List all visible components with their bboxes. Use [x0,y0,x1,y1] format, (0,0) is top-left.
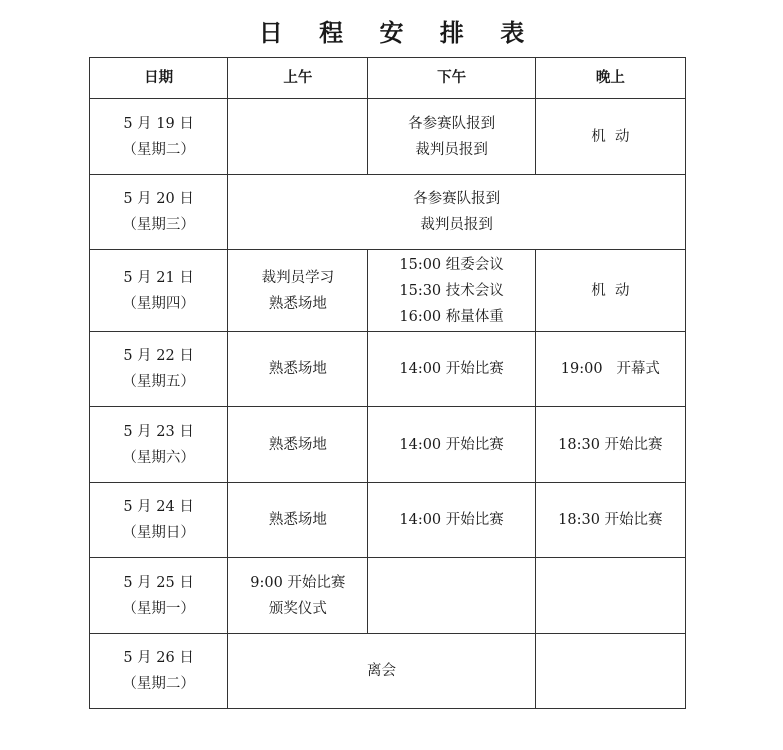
table-row [90,250,686,332]
date-cell [90,483,228,558]
cell-line: 机 动 [591,282,630,299]
morning-cell [228,99,368,175]
date-cell [90,332,228,407]
morning-cell [228,407,368,483]
cell-line: 颁奖仪式 [268,600,327,617]
date-cell [90,634,228,709]
cell-line: 各参赛队报到 [413,191,501,207]
afternoon-cell [368,558,535,634]
morning-cell [228,558,368,634]
table-row [90,634,686,709]
table-row [90,332,686,407]
evening-cell [535,634,685,709]
weekday-text: （星期日） [122,525,195,541]
page-title: 日 程 安 排 表 [258,18,539,47]
date-text: 5 月 20 日 [123,191,194,207]
cell-line: 熟悉场地 [268,512,327,528]
date-text: 5 月 23 日 [123,423,194,440]
cell-line: 熟悉场地 [268,361,327,377]
weekday-text: （星期五） [122,374,195,390]
cell-line: 18:30 开始比赛 [558,512,663,528]
table-row [90,175,686,250]
cell-line: 9:00 开始比赛 [250,574,346,591]
schedule-table [89,57,686,709]
evening-cell [535,250,685,332]
table-row [90,407,686,483]
afternoon-cell [368,99,535,175]
cell-line: 19:00 开幕式 [560,361,660,377]
date-text: 5 月 21 日 [123,269,194,286]
header-morning: 上午 [228,58,368,99]
table-header-row [90,58,686,99]
date-cell [90,175,228,250]
header-afternoon: 下午 [368,58,535,99]
evening-cell [535,558,685,634]
afternoon-cell [368,250,535,332]
date-text: 5 月 25 日 [123,574,194,591]
table-row [90,483,686,558]
cell-line: 机 动 [591,128,630,145]
afternoon-cell [368,407,535,483]
morning-cell [228,250,368,332]
date-text: 5 月 26 日 [123,650,194,666]
date-text: 5 月 19 日 [123,115,194,132]
evening-cell [535,99,685,175]
cell-line: 16:00 称量体重 [399,308,504,325]
date-text: 5 月 22 日 [123,348,194,364]
date-cell [90,558,228,634]
merged-cell [228,175,686,250]
cell-line: 裁判员报到 [420,217,493,233]
cell-line: 熟悉场地 [268,436,327,453]
cell-line: 各参赛队报到 [408,115,496,132]
weekday-text: （星期六） [122,449,195,466]
cell-line: 14:00 开始比赛 [399,512,504,528]
cell-line: 15:30 技术会议 [399,282,504,299]
cell-line: 18:30 开始比赛 [558,436,663,453]
morning-cell [228,483,368,558]
weekday-text: （星期一） [122,600,195,617]
cell-line: 14:00 开始比赛 [399,361,504,377]
morning-cell [228,332,368,407]
cell-line: 离会 [366,663,396,679]
weekday-text: （星期四） [122,295,195,312]
weekday-text: （星期二） [122,141,195,158]
weekday-text: （星期三） [122,217,195,233]
header-date: 日期 [90,58,228,99]
date-cell [90,407,228,483]
cell-line: 熟悉场地 [268,295,327,312]
table-row [90,99,686,175]
header-evening: 晚上 [535,58,685,99]
cell-line: 裁判员学习 [261,269,335,286]
cell-line: 14:00 开始比赛 [399,436,504,453]
merged-cell [228,634,536,709]
cell-line: 15:00 组委会议 [399,256,504,273]
table-row [90,558,686,634]
weekday-text: （星期二） [122,676,195,692]
date-cell [90,99,228,175]
afternoon-cell [368,483,535,558]
evening-cell [535,407,685,483]
evening-cell [535,483,685,558]
afternoon-cell [368,332,535,407]
evening-cell [535,332,685,407]
date-text: 5 月 24 日 [123,499,194,515]
date-cell [90,250,228,332]
cell-line: 裁判员报到 [415,141,488,158]
